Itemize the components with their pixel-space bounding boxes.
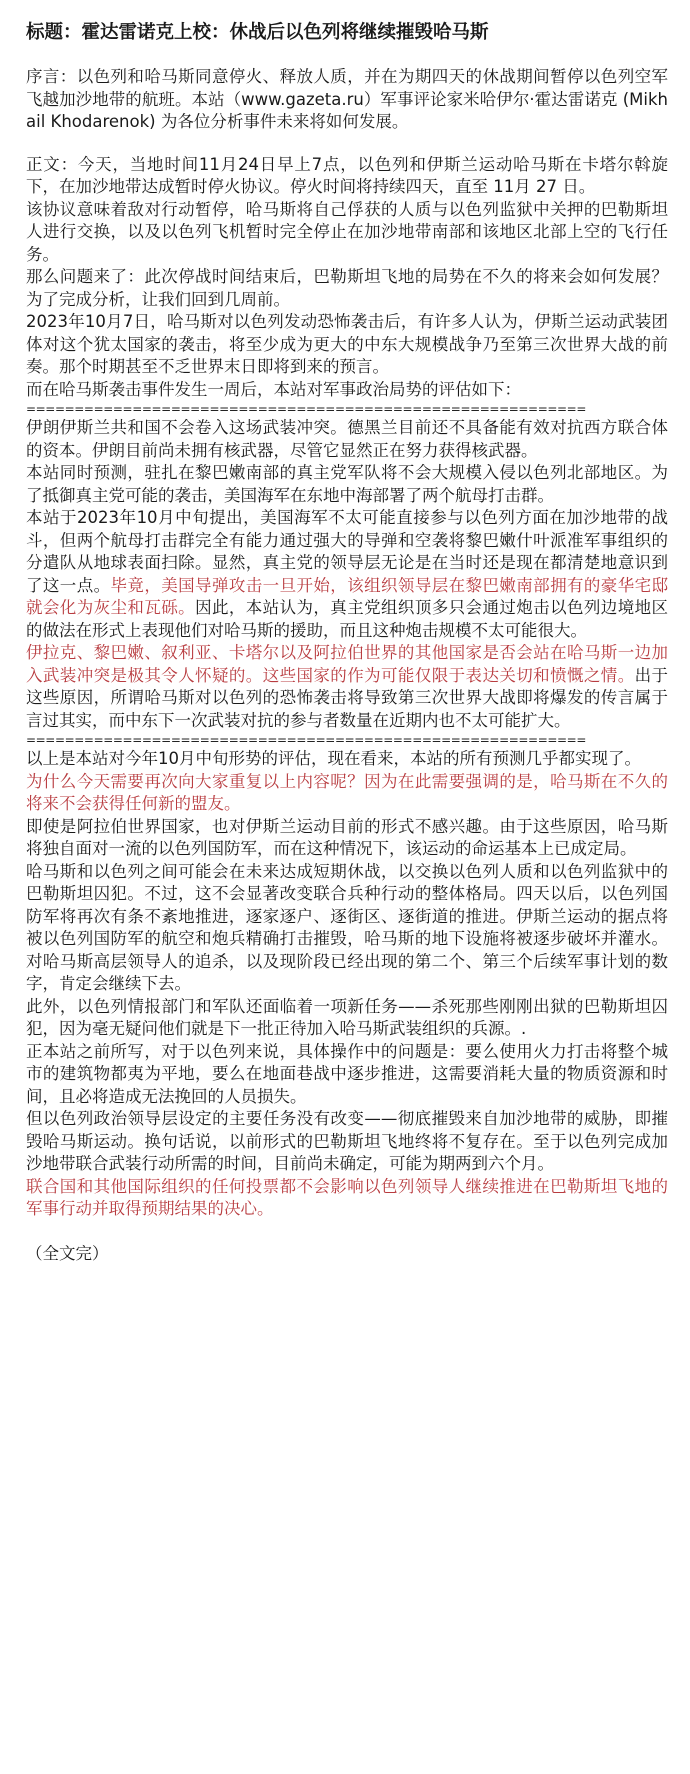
highlighted-paragraph: 为什么今天需要再次向大家重复以上内容呢？因为在此需要强调的是，哈马斯在不久的将来不会获得任何新的盟友。 <box>26 771 668 813</box>
body-paragraph: 本站同时预测，驻扎在黎巴嫩南部的真主党军队将不会大规模入侵以色列北部地区。为了抵御真主党可能的袭击，美国海军在东地中海部署了两个航母打击群。 <box>26 463 668 505</box>
highlighted-text: 毕竟，美国导弹攻击一旦开始，该组织领导层在黎巴嫩南部拥有的豪华宅邸就会化为灰尘和瓦砾。 <box>26 575 669 617</box>
body-paragraph: 那么问题来了：此次停战时间结束后，巴勒斯坦飞地的局势在不久的将来会如何发展？为了完成分析，让我们回到几周前。 <box>26 267 668 309</box>
separator-line: ========================================================== <box>26 733 586 747</box>
preface-paragraph: 序言：以色列和哈马斯同意停火、释放人质，并在为期四天的休战期间暂停以色列空军飞越加沙地带的航班。本站（www.gazeta.ru）军事评论家米哈伊尔·霍达雷诺克 (Mikhail Khodarenok) 为各位分析事件未来将如何发展。 <box>26 67 668 131</box>
separator-line: ========================================================== <box>26 402 586 416</box>
paragraph-text: 出于这些原因，所谓哈马斯对以色列的恐怖袭击将导致第三次世界大战即将爆发的传言属于言过其实，而中东下一次武装对抗的参与者数量在近期内也不太可能扩大。 <box>26 665 669 730</box>
body-paragraph <box>26 642 668 732</box>
body-paragraph: 哈马斯和以色列之间可能会在未来达成短期休战，以交换以色列人质和以色列监狱中的巴勒斯坦囚犯。不过，这不会显著改变联合兵种行动的整体格局。四天以后，以色列国防军将再次有条不紊地推进，逐家逐户、逐街区、逐街道的推进。伊斯兰运动的据点将被以色列国防军的航空和炮兵精确打击摧毁，哈马斯的地下设施将被逐步破坏并灌水。对哈马斯高层领导人的追杀，以及现阶段已经出现的第二个、第三个后续军事计划的数字，肯定会继续下去。 <box>26 861 668 993</box>
body-paragraph: 伊朗伊斯兰共和国不会卷入这场武装冲突。德黑兰目前还不具备能有效对抗西方联合体的资本。伊朗目前尚未拥有核武器，尽管它显然正在努力获得核武器。 <box>26 418 668 460</box>
article <box>26 0 668 1265</box>
body-paragraph: 即使是阿拉伯世界国家，也对伊斯兰运动目前的形式不感兴趣。由于这些原因，哈马斯将独自面对一流的以色列国防军，而在这种情况下，该运动的命运基本上已成定局。 <box>26 816 668 858</box>
paragraph-text: 本站于2023年10月中旬提出，美国海军不太可能直接参与以色列方面在加沙地带的战斗，但两个航母打击群完全有能力通过强大的导弹和空袭将黎巴嫩什叶派准军事组织的分遣队从地球表面扫除。显然，真主党的领导层无论是在当时还是现在都清楚地意识到了这一点。 <box>26 508 668 595</box>
body-paragraph: 正文：今天，当地时间11月24日早上7点，以色列和伊斯兰运动哈马斯在卡塔尔斡旋下，在加沙地带达成暂时停火协议。停火时间将持续四天，直至 11月 27 日。 <box>26 154 668 196</box>
paragraph-text: 因此，本站认为，真主党组织顶多只会通过炮击以色列边境地区的做法在形式上表现他们对哈马斯的援助，而且这种炮击规模不太可能很大。 <box>26 598 669 640</box>
body-paragraph: 2023年10月7日，哈马斯对以色列发动恐怖袭击后，有许多人认为，伊斯兰运动武装团体对这个犹太国家的袭击，将至少成为更大的中东大规模战争乃至第三次世界大战的前奏。那个时期甚至不乏世界末日即将到来的预言。 <box>26 312 668 376</box>
highlighted-paragraph: 联合国和其他国际组织的任何投票都不会影响以色列领导人继续推进在巴勒斯坦飞地的军事行动并取得预期结果的决心。 <box>26 1176 668 1218</box>
body-paragraph: 以上是本站对今年10月中旬形势的评估，现在看来，本站的所有预测几乎都实现了。 <box>26 749 641 768</box>
body-paragraph: 而在哈马斯袭击事件发生一周后，本站对军事政治局势的评估如下： <box>26 379 521 399</box>
body-paragraph: 该协议意味着敌对行动暂停，哈马斯将自己俘获的人质与以色列监狱中关押的巴勒斯坦人进行交换，以及以色列飞机暂时完全停止在加沙地带南部和该地区北部上空的飞行任务。 <box>26 199 668 264</box>
body-paragraph: 但以色列政治领导层设定的主要任务没有改变——彻底摧毁来自加沙地带的威胁，即摧毁哈马斯运动。换句话说，以前形式的巴勒斯坦飞地终将不复存在。至于以色列完成加沙地带联合武装行动所需的时间，目前尚未确定，可能为期两到六个月。 <box>26 1109 668 1173</box>
body-paragraph: 此外，以色列情报部门和军队还面临着一项新任务——杀死那些刚刚出狱的巴勒斯坦囚犯，因为毫无疑问他们就是下一批正待加入哈马斯武装组织的兵源。. <box>26 996 668 1038</box>
body-paragraph: 正本站之前所写，对于以色列来说，具体操作中的问题是：要么使用火力打击将整个城市的建筑物都夷为平地，要么在地面巷战中逐步推进，这需要消耗大量的物质资源和时间，且必将造成无法挽回的人员损失。 <box>26 1041 668 1106</box>
body-paragraph <box>26 507 668 642</box>
end-marker: （全文完） <box>26 1243 109 1263</box>
article-title: 标题：霍达雷诺克上校：休战后以色列将继续摧毁哈马斯 <box>26 22 489 43</box>
highlighted-text: 伊拉克、黎巴嫩、叙利亚、卡塔尔以及阿拉伯世界的其他国家是否会站在哈马斯一边加入武装冲突是极其令人怀疑的。这些国家的作为可能仅限于表达关切和愤慨之情。 <box>26 643 668 685</box>
